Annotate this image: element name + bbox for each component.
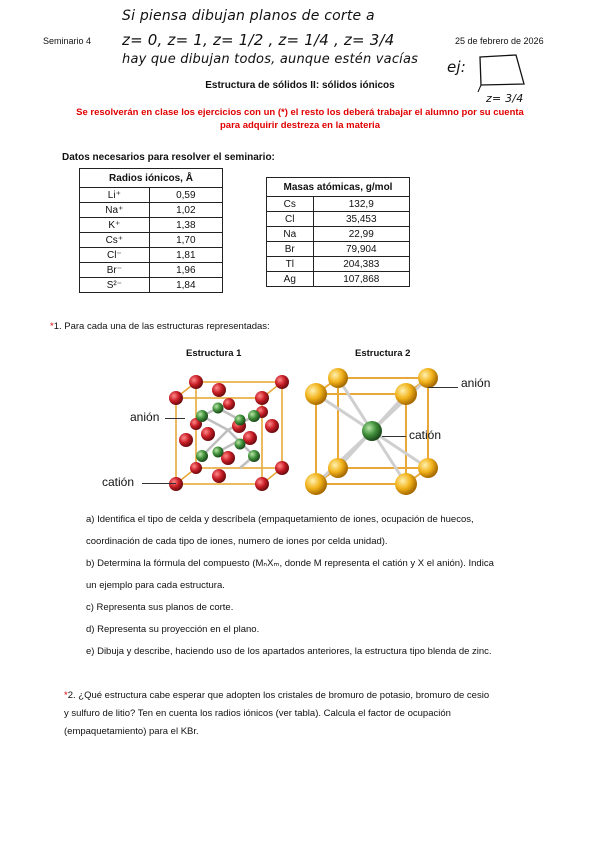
question-2-line-3: (empaquetamiento) para el KBr. <box>64 726 199 737</box>
table-row <box>267 272 410 287</box>
table-row <box>267 242 410 257</box>
value-cell: 1,70 <box>149 233 222 248</box>
value-cell: 22,99 <box>313 227 409 242</box>
structure-1-label: Estructura 1 <box>186 348 242 359</box>
table-row <box>80 218 223 233</box>
handwritten-z-label: z= 3/4 <box>486 92 524 105</box>
structure-2-label: Estructura 2 <box>355 348 411 359</box>
question-1e: e) Dibuja y describe, haciendo uso de los apartados anteriores, la estructura tipo blenda de zinc. <box>86 646 492 657</box>
ion-cell: Na⁺ <box>80 203 150 218</box>
table-row <box>80 233 223 248</box>
star-marker: * <box>64 690 68 701</box>
anion-label-2: anión <box>461 376 491 390</box>
question-1a-line-2: coordinación de cada tipo de iones, numero de iones por celda unidad). <box>86 536 388 547</box>
radios-table <box>79 168 223 293</box>
question-1c: c) Representa sus planos de corte. <box>86 602 234 613</box>
table-row <box>267 197 410 212</box>
value-cell: 79,904 <box>313 242 409 257</box>
question-2-line-1 <box>64 689 489 703</box>
question-1-heading <box>50 320 270 334</box>
cation-pointer-2 <box>382 436 406 437</box>
data-heading: Datos necesarios para resolver el seminario: <box>62 152 275 163</box>
ion-cell: S²⁻ <box>80 278 150 293</box>
handwritten-line-1: Si piensa dibujan planos de corte a <box>122 8 375 24</box>
question-1d: d) Representa su proyección en el plano. <box>86 624 260 635</box>
anion-pointer-1 <box>165 418 185 419</box>
ion-cell: Br⁻ <box>80 263 150 278</box>
anion-pointer-2 <box>428 387 458 388</box>
cation-pointer-1 <box>142 483 176 484</box>
value-cell: 204,383 <box>313 257 409 272</box>
value-cell: 1,81 <box>149 248 222 263</box>
star-marker: * <box>50 321 54 332</box>
table-row <box>267 227 410 242</box>
question-1b-line-2: un ejemplo para cada estructura. <box>86 580 225 591</box>
value-cell: 1,38 <box>149 218 222 233</box>
question-1a-line-1: a) Identifica el tipo de celda y descríbela (empaquetamiento de iones, ocupación de huecos, <box>86 514 474 525</box>
masas-table-title: Masas atómicas, g/mol <box>267 178 410 197</box>
table-row <box>267 257 410 272</box>
notice-line-1: Se resolverán en clase los ejercicios con un (*) el resto los deberá trabajar el alumno por su cuenta <box>76 107 524 118</box>
structure-1-diagram <box>162 368 296 502</box>
element-cell: Br <box>267 242 314 257</box>
anion-label-1: anión <box>130 410 160 424</box>
handwritten-line-3: hay que dibujan todos, aunque estén vacías <box>122 52 419 67</box>
question-1b-line-1: b) Determina la fórmula del compuesto (MₙXₘ, donde M representa el catión y X el anión). Indica <box>86 558 494 569</box>
table-row <box>80 263 223 278</box>
handwritten-ej: ej: <box>447 58 467 76</box>
cation-label-2: catión <box>409 428 442 442</box>
question-2-line-2: y sulfuro de litio? Ten en cuenta los radios iónicos (ver tabla). Calcula el factor de ocupación <box>64 708 451 719</box>
ion-cell: Li⁺ <box>80 188 150 203</box>
cation-label-1: catión <box>102 475 135 489</box>
handwritten-line-2: z= 0, z= 1, z= 1/2 , z= 1/4 , z= 3/4 <box>122 31 395 49</box>
value-cell: 132,9 <box>313 197 409 212</box>
value-cell: 1,84 <box>149 278 222 293</box>
element-cell: Cs <box>267 197 314 212</box>
element-cell: Na <box>267 227 314 242</box>
value-cell: 1,96 <box>149 263 222 278</box>
element-cell: Ag <box>267 272 314 287</box>
radios-table-title: Radios iónicos, Å <box>80 169 223 188</box>
masas-table <box>266 177 410 287</box>
seminar-label: Seminario 4 <box>43 36 92 46</box>
table-row <box>80 188 223 203</box>
value-cell: 0,59 <box>149 188 222 203</box>
element-cell: Cl <box>267 212 314 227</box>
value-cell: 107,868 <box>313 272 409 287</box>
question-1-text: 1. Para cada una de las estructuras representadas: <box>53 321 270 332</box>
element-cell: Tl <box>267 257 314 272</box>
question-2-text: 2. ¿Qué estructura cabe esperar que adopten los cristales de bromuro de potasio, bromuro de cesio <box>67 690 490 701</box>
value-cell: 35,453 <box>313 212 409 227</box>
page-title: Estructura de sólidos II: sólidos iónicos <box>205 80 395 91</box>
ion-cell: K⁺ <box>80 218 150 233</box>
notice-line-2: para adquirir destreza en la materia <box>220 120 380 131</box>
ion-cell: Cl⁻ <box>80 248 150 263</box>
table-row <box>267 212 410 227</box>
table-row <box>80 203 223 218</box>
ion-cell: Cs⁺ <box>80 233 150 248</box>
date-label: 25 de febrero de 2026 <box>455 36 544 46</box>
value-cell: 1,02 <box>149 203 222 218</box>
table-row <box>80 248 223 263</box>
table-row <box>80 278 223 293</box>
